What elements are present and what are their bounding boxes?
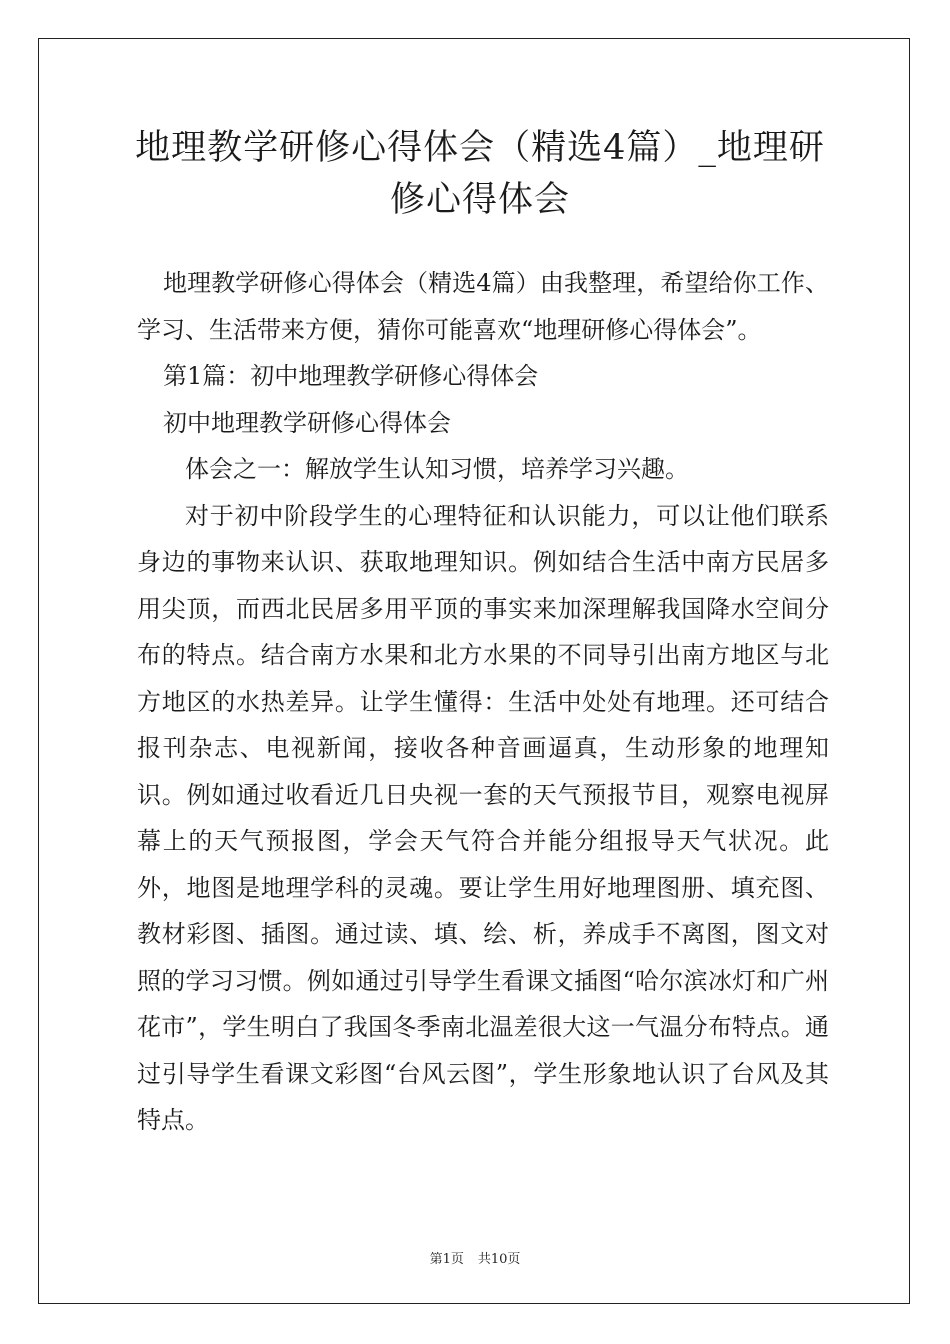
body-paragraph: 对于初中阶段学生的心理特征和认识能力，可以让他们联系身边的事物来认识、获取地理知识。例如结合生活中南方民居多用尖顶，而西北民居多用平顶的事实来加深理解我国降水空间分布的特点。结合南方水果和北方水果的不同导引出南方地区与北方地区的水热差异。让学生懂得：生活中处处有地理。还可结合报刊杂志、电视新闻，接收各种音画逼真，生动形象的地理知识。例如通过收看近几日央视一套的天气预报节目，观察电视屏幕上的天气预报图，学会天气符合并能分组报导天气状况。此外，地图是地理学科的灵魂。要让学生用好地理图册、填充图、教材彩图、插图。通过读、填、绘、析，养成手不离图，图文对照的学习习惯。例如通过引导学生看课文插图“哈尔滨冰灯和广州花市”，学生明白了我国冬季南北温差很大这一气温分布特点。通过引导学生看课文彩图“台风云图”，学生形象地认识了台风及其特点。: [137, 501, 829, 1134]
insight-heading: 体会之一：解放学生认知习惯，培养学习兴趣。: [185, 455, 689, 483]
document-title: 地理教学研修心得体会（精选4篇）_地理研修心得体会: [135, 128, 825, 220]
document-body: [137, 260, 829, 1144]
article-subtitle: 初中地理教学研修心得体会: [163, 408, 451, 437]
page-footer: [0, 1248, 950, 1267]
section-heading: 第1篇：初中地理教学研修心得体会: [163, 362, 539, 390]
page-number: 第1页: [429, 1252, 464, 1267]
intro-paragraph: 地理教学研修心得体会（精选4篇）由我整理，希望给你工作、学习、生活带来方便，猜你可能喜欢“地理研修心得体会”。: [137, 269, 829, 344]
page-total: 共10页: [477, 1252, 521, 1267]
